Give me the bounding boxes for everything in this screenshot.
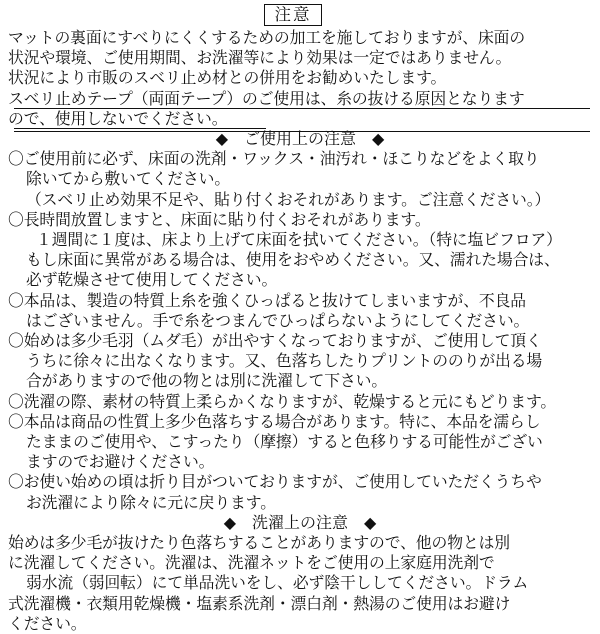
- wash-line: ください。: [8, 613, 87, 633]
- usage-line: お洗濯により除々に元に戻ります。: [26, 492, 276, 512]
- usage-line: 〇始めは多少毛羽（ムダ毛）が出やすくなっておりますが、ご使用して頂く: [8, 331, 542, 350]
- wash-line: 始めは多少毛が抜けたり色落ちすることがありますので、他の物とは別: [8, 533, 510, 552]
- usage-line: 〇ご使用前に必ず、床面の洗剤・ワックス・油汚れ・ほこりなどをよく取り: [8, 149, 540, 169]
- usage-line: はございません。手で糸をつまんでひっぱらないようにしてください。: [26, 310, 530, 330]
- usage-line: もし床面に異常がある場合は、使用をおやめください。又、濡れた場合は、: [26, 250, 560, 270]
- usage-line: うちに徐々に出なくなります。又、色落ちしたりプリントののりが出る場: [26, 351, 543, 371]
- notice-title: 注意: [264, 4, 322, 26]
- intro-line: マットの裏面にすべりにくくするための加工を施しておりますが、床面の: [8, 28, 526, 47]
- usage-line: ますのでお避けください。: [26, 452, 215, 472]
- usage-line: たままのご使用や、こすったり（摩擦）すると色移りする可能性がござい: [26, 432, 543, 451]
- usage-line: １週間に１度は、床より上げて床面を拭いてください。（特に塩ビフロア）: [36, 230, 562, 249]
- intro-line: 状況や環境、ご使用期間、お洗濯等により効果は一定ではありません。: [8, 48, 512, 68]
- wash-line: 式洗濯機・衣類用乾燥機・塩素系洗剤・漂白剤・熱湯のご使用はお避け: [8, 593, 511, 613]
- intro-line: ので、使用しないでください。: [8, 108, 228, 128]
- usage-line: 〇本品は、製造の特質上糸を強くひっぱると抜けてしまいますが、不良品: [8, 290, 526, 310]
- usage-line: 除いてから敷いてください。: [26, 169, 231, 189]
- wash-line: 弱水流（弱回転）にて単品洗いをし、必ず陰干ししてください。ドラム: [26, 573, 529, 593]
- usage-heading: ◆ ご使用上の注意 ◆: [215, 129, 385, 148]
- usage-line: 合がありますので他の物とは別に洗濯して下さい。: [26, 371, 388, 391]
- wash-heading: ◆ 洗濯上の注意 ◆: [223, 512, 377, 532]
- intro-line: 状況により市販のスベリ止め材との併用をお勧めいたします。: [8, 68, 447, 88]
- wash-line: に洗濯してください。洗濯は、洗濯ネットをご使用の上家庭用洗剤で: [8, 553, 495, 573]
- usage-line: 必ず乾燥させて使用してください。: [26, 270, 278, 290]
- usage-line: 〇長時間放置しますと、床面に貼り付くおそれがあります。: [8, 209, 431, 229]
- underline: [14, 108, 590, 109]
- intro-line: スベリ止めテープ（両面テープ）のご使用は、糸の抜ける原因となります: [8, 88, 525, 108]
- usage-line: （スベリ止め効果不足や、貼り付くおそれがあります。ご注意ください。）: [26, 189, 551, 209]
- usage-line: 〇本品は商品の性質上多少色落ちする場合があります。特に、本品を濡らし: [8, 411, 541, 431]
- usage-line: 〇お使い始めの頃は折り目がついておりますが、ご使用していただくうちや: [8, 472, 542, 492]
- usage-line: 〇洗濯の際、素材の特質上柔らかくなりますが、乾燥すると元にもどります。: [8, 391, 557, 411]
